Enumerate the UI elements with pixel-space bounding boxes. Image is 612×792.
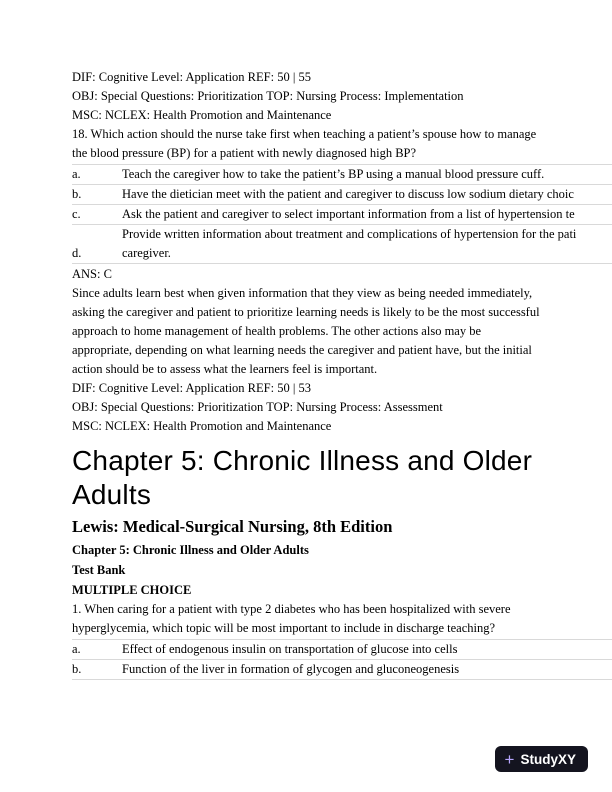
option-text: Effect of endogenous insulin on transportation of glucose into cells [122, 642, 458, 656]
option-text: Function of the liver in formation of glycogen and gluconeogenesis [122, 662, 460, 676]
option-letter: c. [72, 207, 81, 221]
answer-line: ANS: C [72, 267, 112, 281]
section-label: MULTIPLE CHOICE [72, 583, 192, 597]
question-18-text: 18. Which action should the nurse take first when teaching a patient’s spouse how to manage the blood pressure (BP) for a patient with newly diagnosed high BP? [72, 127, 537, 160]
meta-line-dif: DIF: Cognitive Level: Application REF: 50 | 53 [72, 381, 311, 395]
option-row-b [72, 185, 612, 205]
option-row-b [72, 660, 612, 680]
meta-line-obj: OBJ: Special Questions: Prioritization TOP: Nursing Process: Assessment [72, 400, 443, 414]
question-1-text: 1. When caring for a patient with type 2 diabetes who has been hospitalized with severe hyperglycemia, which topic will be most important to include in discharge teaching? [72, 602, 511, 635]
option-letter: a. [72, 642, 81, 656]
option-letter: d. [72, 246, 82, 260]
option-row-c [72, 205, 612, 225]
book-title: Lewis: Medical-Surgical Nursing, 8th Edition [72, 517, 393, 536]
question-18-options [72, 164, 612, 264]
meta-line-msc: MSC: NCLEX: Health Promotion and Maintenance [72, 419, 332, 433]
option-row-a [72, 640, 612, 660]
brand-name: StudyXY [520, 751, 576, 767]
option-text: Teach the caregiver how to take the patient’s BP using a manual blood pressure cuff. [122, 167, 545, 181]
option-text: Ask the patient and caregiver to select important information from a list of hypertension te [122, 207, 575, 221]
rationale-text: Since adults learn best when given information that they view as being needed immediately, asking the caregiver and patient to prioritize learning needs is likely to be the most successful approach to home management of health problems. The other actions also may be appropriate, depending on what learning needs the caregiver and patient have, but the initial action should be to assess what the learners feel is important. [72, 286, 540, 376]
test-bank-label: Test Bank [72, 563, 126, 577]
chapter-heading: Chapter 5: Chronic Illness and Older Adults [72, 445, 533, 510]
meta-line-dif: DIF: Cognitive Level: Application REF: 50 | 55 [72, 70, 311, 84]
option-row-a [72, 165, 612, 185]
chapter-subtitle: Chapter 5: Chronic Illness and Older Adults [72, 543, 309, 557]
option-letter: b. [72, 187, 82, 201]
option-text: Have the dietician meet with the patient and caregiver to discuss low sodium dietary choic [122, 187, 574, 201]
studyxy-logo [495, 746, 588, 772]
option-letter: a. [72, 167, 81, 181]
plus-icon: + [504, 749, 515, 769]
option-row-d [72, 225, 612, 264]
option-letter: b. [72, 662, 82, 676]
question-1-options [72, 639, 612, 680]
page-content [72, 68, 577, 681]
option-text-line2: caregiver. [122, 246, 171, 260]
meta-line-msc: MSC: NCLEX: Health Promotion and Maintenance [72, 108, 332, 122]
meta-line-obj: OBJ: Special Questions: Prioritization TOP: Nursing Process: Implementation [72, 89, 464, 103]
option-text-line1: Provide written information about treatment and complications of hypertension for the pati [122, 227, 577, 241]
